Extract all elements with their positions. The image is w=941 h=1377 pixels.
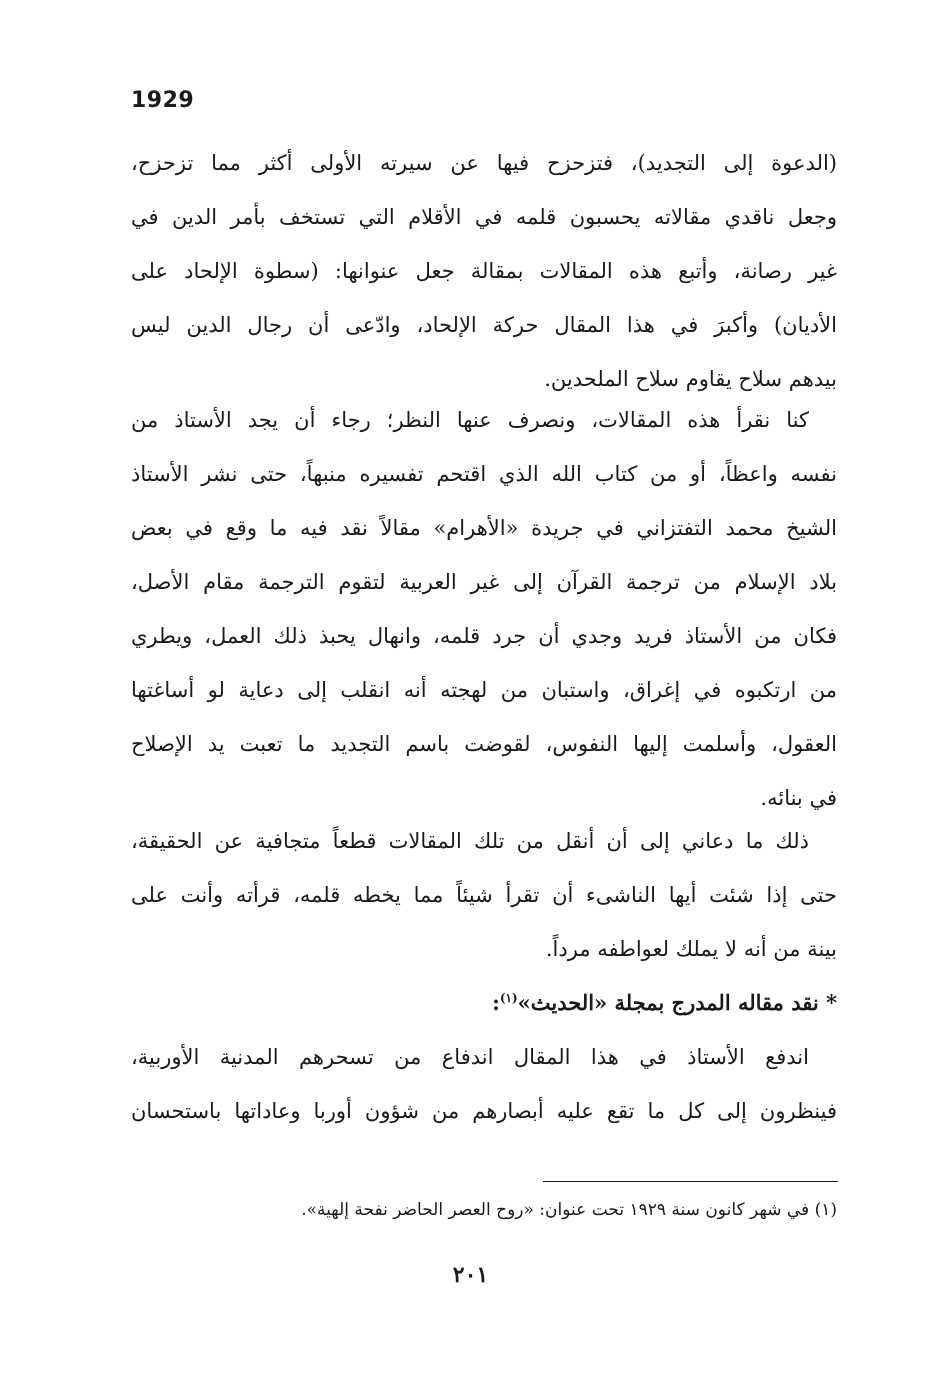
paragraph-line: العقول، وأسلمت إليها النفوس، لقوضت باسم التجديد ما تعبت يد الإصلاح — [131, 732, 837, 756]
paragraph-line: غير رصانة، وأتبع هذه المقالات بمقالة جعل عنوانها: (سطوة الإلحاد على — [131, 259, 837, 283]
paragraph-line: اندفع الأستاذ في هذا المقال اندفاع من تسحرهم المدنية الأوربية، — [131, 1045, 809, 1069]
paragraph-line: في بنائه. — [760, 786, 837, 810]
paragraph-line: ذلك ما دعاني إلى أن أنقل من تلك المقالات قطعاً متجافية عن الحقيقة، — [131, 829, 809, 853]
section-heading — [131, 976, 837, 1030]
section-heading-line — [131, 976, 837, 1030]
paragraph-4 — [131, 1030, 837, 1138]
paragraph-2 — [131, 393, 837, 825]
footnote-text: في شهر كانون سنة ١٩٢٩ تحت عنوان: «روح العصر الحاضر نفحة إلهية». — [301, 1200, 810, 1220]
paragraph-1 — [131, 136, 837, 406]
paragraph-line: الأديان) وأكبرَ في هذا المقال حركة الإلحاد، وادّعى أن رجال الدين ليس — [131, 313, 837, 337]
footnote-reference: (١) — [499, 991, 518, 1005]
footnote-divider — [543, 1181, 838, 1182]
paragraph-line: من ارتكبوه في إغراق، واستبان من لهجته أنه انقلب إلى دعاية لو أساغتها — [131, 678, 837, 702]
paragraph-line: (الدعوة إلى التجديد)، فتزحزح فيها عن سيرته الأولى أكثر مما تزحزح، — [131, 151, 837, 175]
paragraph-line: فكان من الأستاذ فريد وجدي أن جرد قلمه، وانهال يحبذ ذلك العمل، ويطري — [131, 624, 837, 648]
paragraph-line: وجعل ناقدي مقالاته يحسبون قلمه في الأقلام التي تستخف بأمر الدين في — [131, 205, 837, 229]
paragraph-line: بيدهم سلاح يقاوم سلاح الملحدين. — [544, 367, 837, 391]
paragraph-line: كنا نقرأ هذه المقالات، ونصرف عنها النظر؛ رجاء أن يجد الأستاذ من — [131, 408, 809, 432]
page-number: ٢٠١ — [452, 1262, 489, 1288]
paragraph-3 — [131, 814, 837, 976]
heading-text: نقد مقاله المدرج بمجلة «الحديث» — [517, 990, 819, 1015]
paragraph-line: الشيخ محمد التفتزاني في جريدة «الأهرام» مقالاً نقد فيه ما وقع في بعض — [131, 516, 837, 540]
running-head: 1929 — [131, 88, 195, 113]
paragraph-line: فينظرون إلى كل ما تقع عليه أبصارهم من شؤون أوربا وعاداتها باستحسان — [131, 1099, 837, 1123]
paragraph-line: نفسه واعظاً، أو من كتاب الله الذي اقتحم تفسيره منبهاً، حتى نشر الأستاذ — [131, 462, 837, 486]
footnote-number: (١) — [814, 1200, 837, 1220]
paragraph-line: حتى إذا شئت أيها الناشىء أن تقرأ شيئاً مما يخطه قلمه، قرأته وأنت على — [131, 883, 837, 907]
footnote — [131, 1196, 837, 1224]
heading-marker: * — [826, 990, 837, 1015]
paragraph-line: بينة من أنه لا يملك لعواطفه مرداً. — [545, 937, 837, 961]
paragraph-line: بلاد الإسلام من ترجمة القرآن إلى غير العربية لتقوم الترجمة مقام الأصل، — [131, 570, 837, 594]
heading-suffix: : — [492, 990, 500, 1015]
